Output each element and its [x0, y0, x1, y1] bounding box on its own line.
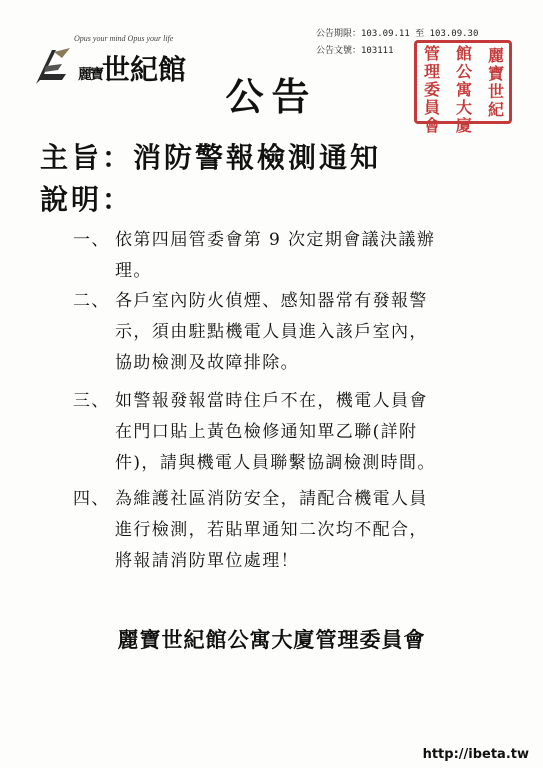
announcement-period: 公告期限：103.09.11 至 103.09.30 — [316, 29, 479, 39]
list-item — [73, 484, 428, 577]
item-line: 將報請消防單位處理！ — [115, 551, 299, 571]
item-number: 三、 — [73, 391, 110, 411]
item-number: 二、 — [73, 291, 110, 311]
seal-column-2: 館公寓大廈 — [455, 44, 472, 135]
list-item — [73, 286, 428, 379]
item-line: 件)，請與機電人員聯繫協調檢測時間。 — [115, 453, 436, 473]
page-title: 公告 — [225, 74, 318, 119]
item-line: 示，須由駐點機電人員進入該戶室內， — [115, 322, 428, 342]
item-line: 理。 — [115, 261, 152, 281]
list-item — [73, 225, 435, 287]
committee-signature: 麗寶世紀館公寓大廈管理委員會 — [117, 627, 426, 652]
item-line: 如警報發報當時住戶不在，機電人員會 — [115, 391, 428, 411]
item-number: 一、 — [73, 230, 110, 250]
item-line: 各戶室內防火偵煙、感知器常有發報警 — [115, 291, 428, 311]
item-line: 協助檢測及故障排除。 — [115, 353, 299, 373]
logo-tagline: Opus your mind Opus your life — [74, 34, 174, 43]
seal-column-1: 麗寶世紀 — [487, 46, 504, 119]
list-item — [73, 386, 436, 479]
subject-line: 主旨：消防警報檢測通知 — [40, 141, 382, 174]
item-line: 進行檢測，若貼單通知二次均不配合， — [115, 520, 428, 540]
item-number: 四、 — [73, 489, 110, 509]
item-line: 依第四屆管委會第 9 次定期會議決議辦 — [115, 230, 436, 250]
seal-column-3: 管理委員會 — [423, 44, 440, 135]
logo-brand-small: 麗寶 — [78, 67, 102, 83]
logo-brand-main: 世紀館 — [102, 53, 187, 86]
watermark-link[interactable]: http://ibeta.tw — [422, 747, 529, 762]
item-line: 為維護社區消防安全，請配合機電人員 — [115, 489, 428, 509]
explanation-heading: 說明： — [40, 183, 134, 216]
item-line: 在門口貼上黃色檢修通知單乙聯(詳附 — [115, 422, 418, 442]
announcement-doc-number: 公告文號：103111 — [316, 46, 394, 56]
